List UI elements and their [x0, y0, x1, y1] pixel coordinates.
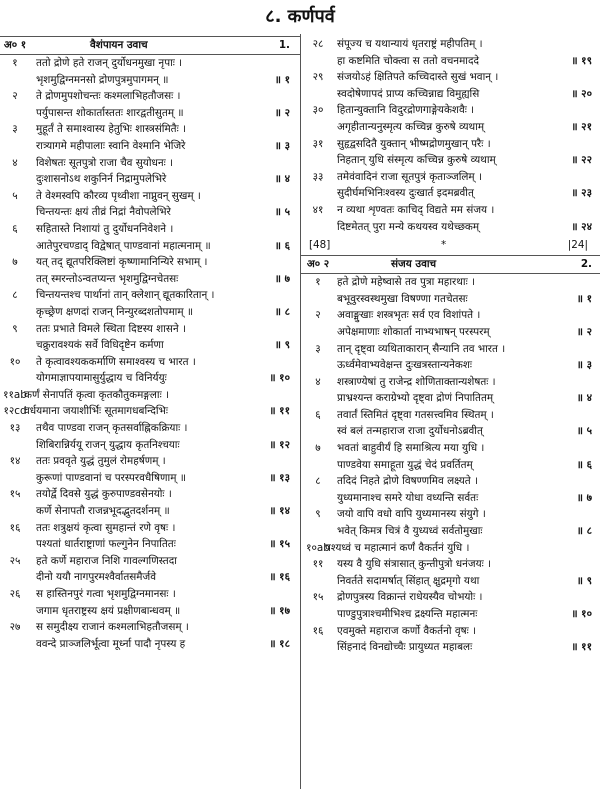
verse-text: निवर्तते सदामर्षात् सिंहात् क्षुद्रमृगो यथा — [337, 574, 480, 587]
verse-line — [0, 337, 300, 354]
verse-line — [0, 403, 300, 420]
verse-end-marker: ॥ ३ — [274, 139, 290, 152]
verse-number: १२cd — [3, 405, 27, 418]
verse-number: १५ — [312, 591, 324, 604]
verse-end-marker: ॥ ३ — [576, 359, 592, 372]
verse-text: कृच्छ्रेण क्षणदां राजन् निन्युरब्दशतोपमाम् ॥ — [36, 305, 194, 318]
verse-end-marker: ॥ १५ — [269, 538, 290, 551]
verse-text: द्रोणपुत्रस्य विक्रान्तं राधेयस्यैव चोभयोः । — [337, 591, 483, 604]
verse-end-marker: 2. — [580, 258, 592, 271]
verse-line — [301, 291, 600, 308]
verse-text: सुहृद्वसदितै युक्तान् भीष्मद्रोणमुखान् परैः । — [337, 137, 491, 150]
verse-line — [0, 204, 300, 221]
verse-text: तान् दृष्ट्वा व्यथिताकारान् सैन्यानि तव भारत । — [337, 342, 506, 355]
verse-end-marker: 1. — [278, 39, 290, 51]
verse-end-marker: ॥ १० — [571, 608, 592, 620]
verse-end-marker: ॥ १ — [274, 73, 290, 86]
verse-number: ८ — [315, 475, 321, 488]
verse-line — [0, 569, 300, 586]
verse-text: पश्यतां धार्तराष्ट्राणां फल्गुनेन निपातितः — [36, 538, 176, 551]
verse-text: वैशंपायन उवाच — [90, 39, 148, 51]
verse-text: वर्धयमाना जयाशीर्भिः सूतमागधबन्दिभिः — [24, 405, 168, 418]
verse-text: न व्यथा शृण्वतः काचिद् विद्यते मम संजय । — [337, 203, 495, 216]
verse-number: १०ab — [306, 541, 330, 554]
verse-number: १ — [12, 57, 18, 69]
verse-end-marker: ॥ २ — [576, 325, 592, 338]
verse-text: सिंहनादं विनद्योच्चैः प्रायुध्यत महाबलः — [337, 641, 473, 654]
verse-number: ५ — [12, 189, 18, 202]
verse-line — [0, 55, 300, 72]
verse-line — [301, 274, 600, 291]
verse-number: ११ab — [3, 388, 27, 401]
verse-line — [0, 536, 300, 553]
verse-text: तथैव पाण्डवा राजन् कृतसर्वाह्निकक्रियाः । — [36, 422, 188, 435]
page-title: ८. कर्णपर्व — [265, 6, 335, 27]
verse-end-marker: ॥ ८ — [274, 305, 290, 318]
verse-number: ३१ — [312, 137, 324, 150]
verse-text: तयोर्द्वे दिवसे युद्धं कुरुपाण्डवसेनयोः । — [36, 488, 172, 501]
verse-end-marker: ॥ १८ — [269, 637, 290, 650]
verse-line — [0, 486, 300, 503]
chapter-header — [301, 255, 600, 274]
verse-end-marker: ॥ २२ — [571, 154, 592, 167]
verse-text: संजयोऽहं क्षितिपते कच्चिदास्ते सुखं भवान् । — [337, 71, 499, 84]
verse-text: दुःशासनोऽथ शकुनिर्न निद्रामुपलेभिरे — [36, 173, 167, 186]
verse-number: ९ — [12, 322, 18, 335]
verse-text: जयो वापि वधो वापि युध्यमानस्य संयुगे । — [337, 508, 486, 521]
verse-line — [0, 437, 300, 454]
verse-line — [0, 221, 300, 238]
verse-line — [0, 636, 300, 653]
verse-number: २९ — [312, 71, 324, 84]
verse-line — [0, 470, 300, 487]
verse-end-marker: ॥ २१ — [571, 120, 592, 133]
verse-line — [0, 387, 300, 404]
verse-line — [301, 506, 600, 523]
verse-line — [0, 254, 300, 271]
verse-line — [301, 573, 600, 590]
verse-line — [301, 36, 600, 53]
verse-text: हा कष्टमिति चोक्त्वा स ततो वचनमाददे — [337, 54, 480, 67]
verse-text: भृशमुद्विग्नमनसो द्रोणपुत्रमुपागमन् ॥ — [36, 73, 169, 86]
verse-line — [0, 354, 300, 371]
verse-text: ततो द्रोणे हते राजन् दुर्योधनमुखा नृपाः । — [36, 57, 183, 69]
verse-end-marker: ॥ २ — [274, 106, 290, 119]
verse-line — [301, 136, 600, 153]
verse-line — [0, 503, 300, 520]
verse-line — [301, 589, 600, 606]
verse-line — [301, 185, 600, 202]
verse-line — [0, 321, 300, 338]
verse-end-marker: ॥ ५ — [576, 425, 592, 438]
verse-text: शस्त्राण्येषां तु राजेन्द्र शोणिताक्तान्यशेषतः । — [337, 375, 496, 388]
verse-text: आतेपुरचण्डाद् विद्वेषात् पाण्डवानां महात्मनाम् ॥ — [36, 239, 211, 252]
verse-number: ४ — [12, 156, 18, 169]
verse-line — [0, 520, 300, 537]
verse-number: ४१ — [312, 203, 324, 216]
verse-text: तत् स्मरन्तोऽन्वतप्यन्त भृशमुद्विग्नचेतसः — [36, 272, 179, 285]
verse-number: १३ — [9, 422, 21, 435]
verse-text: बभूवुरस्वस्थमुखा विषण्णा गतचेतसः — [337, 292, 468, 305]
verse-text: संपूज्य च यथान्यायं धृतराष्ट्रं महीपतिम् । — [337, 38, 483, 50]
verse-number: ३ — [12, 123, 18, 136]
verse-line — [0, 88, 300, 105]
verse-line — [301, 374, 600, 391]
verse-text: कुरूणां पाण्डवानां च परस्परवधैषिणाम् ॥ — [36, 471, 186, 484]
verse-line — [301, 341, 600, 358]
verse-line — [301, 540, 600, 557]
verse-line — [301, 440, 600, 457]
verse-text: अवाङ्मुखाः शस्त्रभृतः सर्व एव विशांपते । — [337, 309, 481, 322]
verse-line — [0, 370, 300, 387]
verse-number: १४ — [9, 455, 21, 468]
verse-end-marker: ॥ १७ — [269, 604, 290, 617]
verse-text: पर्युपासन्त शोकार्तास्ततः शारद्वतीसुतम् ॥ — [36, 106, 184, 119]
verse-line — [301, 606, 600, 623]
verse-text: दिष्टमेतत् पुरा मन्ये कथयस्व यथेच्छकम् — [337, 220, 480, 233]
verse-line — [0, 603, 300, 620]
verse-line — [0, 287, 300, 304]
verse-text: जगाम धृतराष्ट्रस्य क्षयं प्रक्षीणबान्धवम् ॥ — [36, 604, 181, 617]
verse-line — [0, 553, 300, 570]
verse-line — [0, 304, 300, 321]
verse-end-marker: ॥ १ — [576, 292, 592, 305]
verse-number: ३३ — [312, 170, 324, 183]
verse-text: हते द्रोणे महेष्वासे तव पुत्रा महारथाः । — [337, 276, 475, 289]
verse-line — [301, 152, 600, 169]
verse-line — [0, 72, 300, 89]
verse-line — [301, 457, 600, 474]
verse-line — [301, 169, 600, 186]
verse-text: विशेषतः सूतपुत्रो राजा चैव सुयोधनः । — [36, 156, 174, 169]
verse-number: अ० २ — [306, 258, 330, 271]
verse-text: हते कर्णे महाराज निशि गावल्गणिस्तदा — [36, 554, 177, 567]
verse-line — [301, 357, 600, 374]
verse-line — [0, 586, 300, 603]
verse-line — [301, 102, 600, 119]
verse-end-marker: ॥ १६ — [269, 571, 290, 584]
verse-line — [301, 307, 600, 324]
verse-text: पाण्डुपुत्राश्चमीभिश्च द्रक्ष्यन्ति महात्मनः — [337, 608, 478, 620]
verse-text: तमेवंवादिनं राजा सूतपुत्रं कृताञ्जलिम् । — [337, 170, 482, 183]
verse-end-marker: ॥ ६ — [576, 458, 592, 471]
verse-text: प्राभ्रश्यन्त कराग्रेभ्यो दृष्ट्वा द्रोणं निपातितम् — [337, 392, 494, 405]
verse-text: भवेत् किमत्र चित्रं वै युध्यध्वं सर्वतोमुखाः — [337, 525, 483, 538]
verse-end-marker: ॥ ६ — [274, 239, 290, 252]
verse-number: ३ — [315, 342, 321, 355]
right-column — [301, 36, 600, 789]
verse-end-marker: ॥ ११ — [571, 641, 592, 654]
verse-text: ततः प्रभाते विमले स्थिता दिष्टस्य शासने । — [36, 322, 186, 335]
verse-end-marker: ॥ ७ — [274, 272, 290, 285]
verse-end-marker: ॥ १९ — [571, 54, 592, 67]
verse-text: तदिदं निहते द्रोणे विषण्णमिव लक्ष्यते । — [337, 475, 478, 488]
verse-text: चक्रुरावश्यकं सर्वे विधिदृष्टेन कर्मणा — [36, 339, 164, 352]
verse-line — [301, 86, 600, 103]
verse-line — [301, 556, 600, 573]
verse-text: सुदीर्घमभिनिःश्वस्य दुःखार्त इदमब्रवीत् — [337, 187, 474, 200]
verse-line — [301, 119, 600, 136]
verse-end-marker: ॥ १२ — [269, 438, 290, 451]
verse-text: शिबिरान्निर्ययू राजन् युद्धाय कृतनिश्चयाः — [36, 438, 180, 451]
verse-line — [0, 420, 300, 437]
verse-text: दीनो ययौ नागपुरमश्वैर्वातसमैर्जवे — [36, 571, 156, 584]
verse-text: ववन्दे प्राञ्जलिर्भूत्वा मूर्ध्ना पादौ नृपस्य ह — [36, 637, 186, 650]
verse-text: कर्णं सेनापतिं कृत्वा कृतकौतुकमङ्गलाः । — [24, 388, 169, 401]
verse-number: ७ — [12, 256, 18, 269]
verse-number: अ० १ — [3, 39, 27, 51]
verse-number: २५ — [9, 554, 21, 567]
verse-text: योगमाज्ञापयामासुर्युद्धाय च विनिर्ययुः — [36, 372, 167, 385]
verse-text: तवार्तं स्तिमितं दृष्ट्वा गतसत्त्वमिव स्थितम् । — [337, 408, 494, 421]
verse-text: सहितास्ते निशायां तु दुर्योधननिवेशने । — [36, 222, 174, 235]
verse-line — [0, 105, 300, 122]
verse-line — [301, 473, 600, 490]
verse-end-marker: ॥ १० — [269, 372, 290, 385]
verse-text: स हास्तिनपुरं गत्वा भृशमुद्विग्नमानसः । — [36, 588, 176, 600]
verse-text: भवतां बाहुवीर्यं हि समाश्रित्य मया युधि । — [337, 442, 485, 455]
verse-text: स समुदीक्ष्य राजानं कश्मलाभिहतौजसम् । — [36, 621, 189, 634]
verse-text: स्वदोषेणापदं प्राप्य कच्चिन्नाद्य विमुह्यसि — [337, 87, 480, 100]
verse-number: २ — [12, 90, 18, 103]
verse-text: हितान्युक्तानि विदुरद्रोणगाङ्गेयकेशवैः । — [337, 104, 475, 117]
verse-text: यत् तद् द्यूतपरिक्लिष्टां कृष्णामानिन्यिरे सभाम् । — [36, 256, 208, 269]
verse-number: १५ — [9, 488, 21, 501]
verse-number: ३० — [312, 104, 324, 117]
verse-text: अपेक्षमाणाः शोकार्ता नाभ्यभाषन् परस्परम् — [337, 325, 490, 338]
verse-line — [301, 219, 600, 236]
verse-text: चिन्तयन्तः क्षयं तीव्रं निद्रां नैवोपलेभिरे — [36, 206, 171, 219]
verse-number: १६ — [312, 624, 324, 637]
verse-line — [301, 390, 600, 407]
left-column — [0, 36, 300, 789]
verse-number: १० — [9, 355, 21, 368]
verse-line — [301, 407, 600, 424]
verse-text: रात्र्यागमे महीपालाः स्वानि वेश्मानि भेजिरे — [36, 139, 186, 152]
verse-end-marker: ॥ ४ — [576, 392, 592, 405]
verse-text: स्वं बलं तन्महाराज राजा दुर्योधनोऽब्रवीत् — [337, 425, 483, 438]
verse-line — [0, 453, 300, 470]
verse-text: अगृहीतान्यनुस्मृत्य कच्चिन्न कुरुषे व्यथाम् — [337, 120, 485, 133]
verse-line — [301, 623, 600, 640]
verse-number: २८ — [312, 38, 324, 50]
verse-line — [301, 53, 600, 70]
verse-line — [0, 155, 300, 172]
verse-count-c: |24| — [567, 239, 588, 252]
verse-line — [0, 138, 300, 155]
verse-number: ४ — [315, 375, 321, 388]
verse-text: मुहूर्तं ते समाश्वास्य हेतुभिः शास्त्रसंमितैः । — [36, 123, 186, 136]
verse-line — [301, 523, 600, 540]
verse-text: एवमुक्ते महाराज कर्णो वैकर्तनो वृषः । — [337, 624, 476, 637]
verse-line — [301, 324, 600, 341]
verse-number: ७ — [315, 442, 321, 455]
verse-text: ते कृत्वावश्यककर्माणि समाश्वस्य च भारत । — [36, 355, 196, 368]
verse-text: युध्यमानाश्च समरे योधा वध्यन्ति सर्वतः — [337, 491, 479, 504]
verse-text: कर्णे सेनापतौ राजन्नभूदद्भुतदर्शनम् ॥ — [36, 505, 170, 518]
verse-count-b: * — [441, 239, 447, 252]
verse-end-marker: ॥ ८ — [576, 525, 592, 538]
verse-end-marker: ॥ २४ — [571, 220, 592, 233]
verse-line — [0, 619, 300, 636]
verse-end-marker: ॥ २० — [571, 87, 592, 100]
verse-line — [0, 271, 300, 288]
verse-line — [0, 121, 300, 138]
verse-text: निहतान् युधि संस्मृत्य कच्चिन्न कुरुषे व्यथाम् — [337, 154, 496, 167]
verse-line — [0, 238, 300, 255]
verse-number: १६ — [9, 521, 21, 534]
verse-end-marker: ॥ २३ — [571, 187, 592, 200]
verse-text: ऊर्ध्वमेवाभ्यवेक्षन्त दुःखत्रस्तान्यनेकशः — [337, 359, 473, 372]
verse-number: १ — [315, 276, 321, 289]
verse-text: ततः शत्रुक्षयं कृत्वा सुमहान्तं रणे वृषः । — [36, 521, 176, 534]
verse-end-marker: ॥ ९ — [274, 339, 290, 352]
verse-end-marker: ॥ ५ — [274, 206, 290, 219]
verse-count-row — [301, 235, 600, 255]
verse-end-marker: ॥ ११ — [269, 405, 290, 418]
verse-line — [301, 490, 600, 507]
verse-number: ११ — [312, 558, 324, 571]
verse-number: ८ — [12, 289, 18, 302]
verse-number: २७ — [9, 621, 21, 634]
verse-number: २ — [315, 309, 321, 322]
verse-line — [301, 202, 600, 219]
verse-text: पाण्डवेया समाहूता युद्धं चेदं प्रवर्तितम् — [337, 458, 473, 471]
verse-text: संजय उवाच — [391, 258, 437, 271]
verse-text: ततः प्रववृते युद्धं तुमुलं रोमहर्षणम् । — [36, 455, 166, 468]
verse-number: ९ — [315, 508, 321, 521]
verse-number: २६ — [9, 588, 21, 600]
verse-line — [301, 423, 600, 440]
verse-number: ६ — [12, 222, 18, 235]
verse-end-marker: ॥ १४ — [269, 505, 290, 518]
verse-number: ६ — [315, 408, 321, 421]
chapter-header — [0, 36, 300, 55]
verse-text: पश्यध्वं च महात्मानं कर्णं वैकर्तनं युधि । — [325, 541, 470, 554]
verse-end-marker: ॥ ४ — [274, 173, 290, 186]
verse-line — [301, 69, 600, 86]
verse-count-a: [48] — [309, 239, 331, 252]
verse-text: यस्य वै युधि संत्रासात् कुन्तीपुत्रो धनंजयः । — [337, 558, 491, 571]
verse-end-marker: ॥ १३ — [269, 471, 290, 484]
verse-text: ते वेश्मस्वपि कौरव्य पृथ्वीशा नाप्नुवन् सुखम् । — [36, 189, 201, 202]
verse-end-marker: ॥ ७ — [576, 491, 592, 504]
verse-line — [0, 188, 300, 205]
verse-line — [0, 171, 300, 188]
verse-line — [301, 639, 600, 656]
verse-text: ते द्रोणमुपशोचन्तः कश्मलाभिहतौजसः । — [36, 90, 181, 103]
verse-text: चिन्तयन्तश्च पार्थानां तान् क्लेशान् द्यूतकारितान् । — [36, 289, 215, 302]
verse-end-marker: ॥ ९ — [576, 574, 592, 587]
